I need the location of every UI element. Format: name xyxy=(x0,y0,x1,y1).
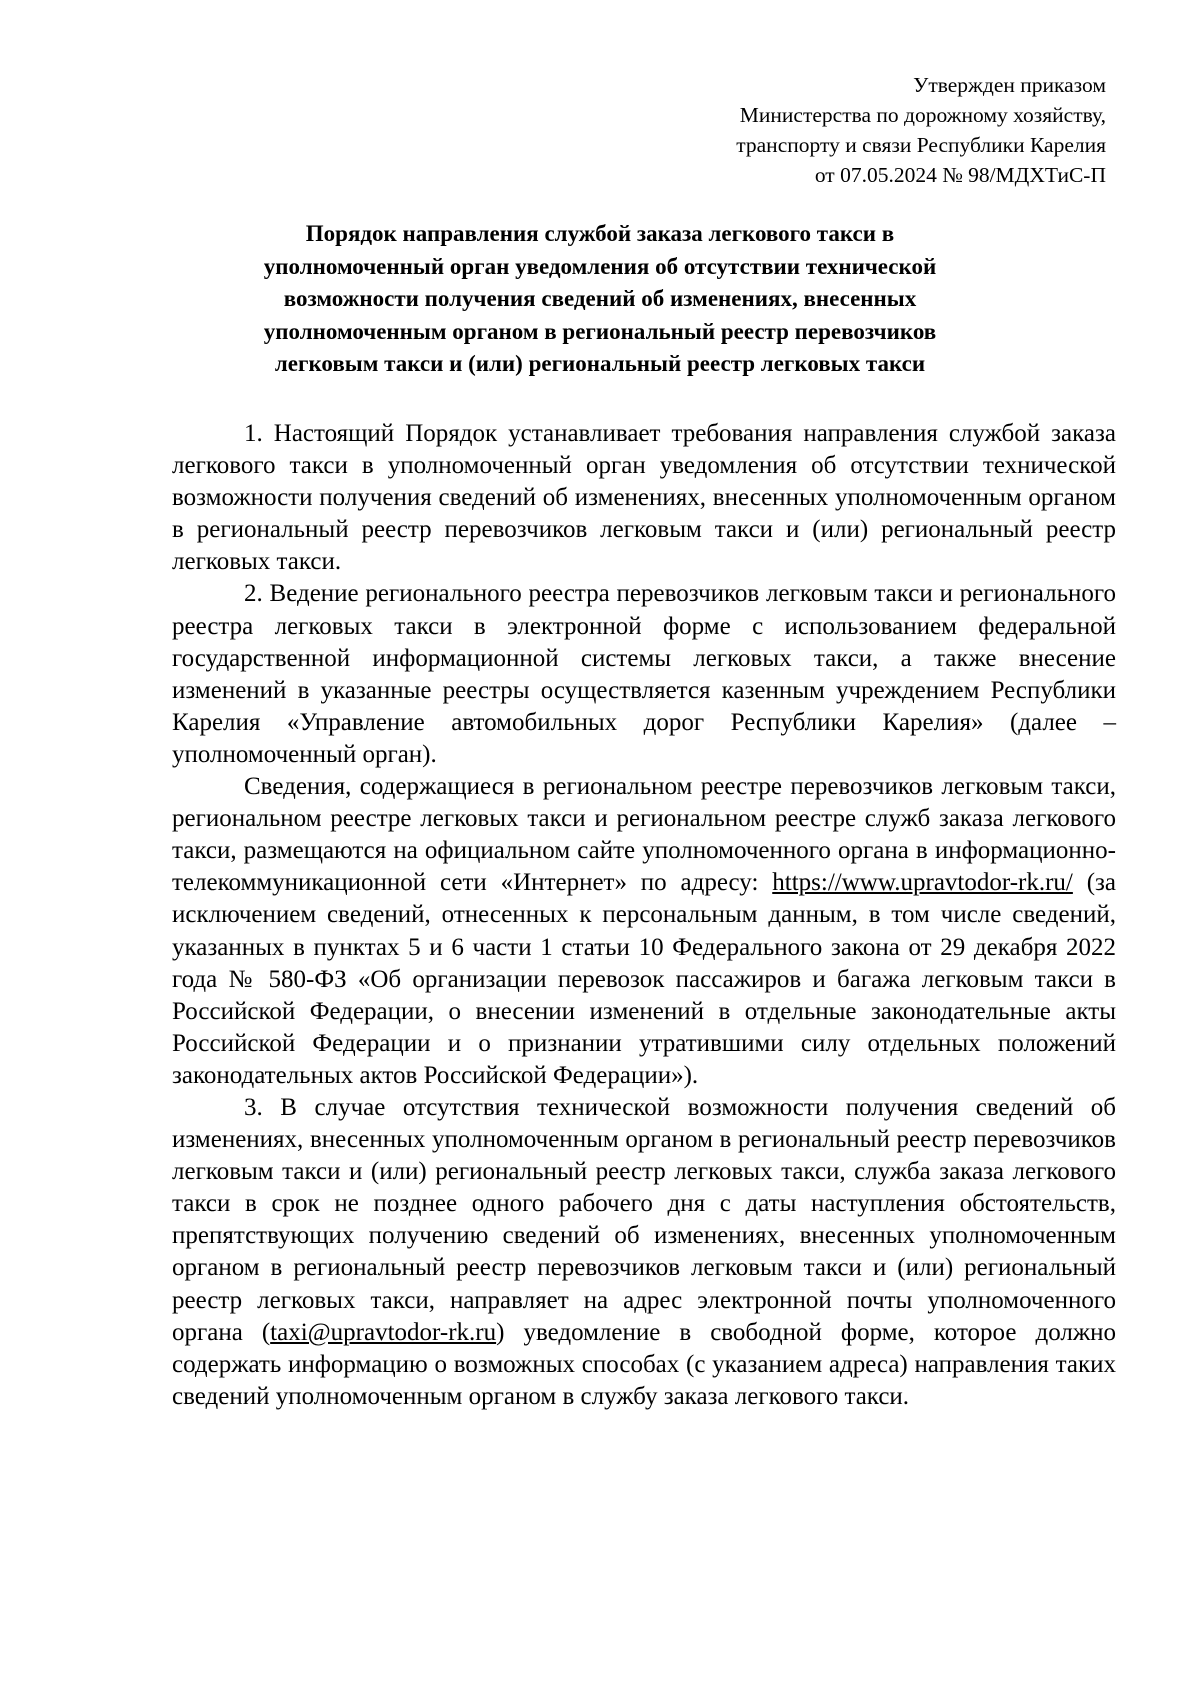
paragraph-2: 2. Ведение регионального реестра перевозчиков легковым такси и регионального реестра легковых такси в электронной форме с использованием федеральной государственной информационной системы легковых такси, а также внесение изменений в указанные реестры осуществляется казенным учреждением Республики Карелия «Управление автомобильных дорог Республики Карелия» (далее – уполномоченный орган). xyxy=(172,580,1116,768)
paragraph-registry-info xyxy=(172,771,1116,1092)
approval-line: Министерства по дорожному хозяйству, xyxy=(739,103,1106,127)
document-body xyxy=(172,418,1116,1413)
title-line: уполномоченный орган уведомления об отсутствии технической xyxy=(263,253,937,279)
email-link[interactable]: taxi@upravtodor-rk.ru xyxy=(270,1318,497,1346)
paragraph-text: Сведения, содержащиеся в региональном реестре перевозчиков легковым такси, региональном реестре легковых такси и региональном реестре служб заказа легкового такси, размещаются на официальном сайте уполномоченного органа в информационно-телекоммуникационной сети «Интернет» по адресу: xyxy=(172,773,1116,897)
paragraph-text: 3. В случае отсутствия технической возможности получения сведений об изменениях, внесенных уполномоченным органом в региональный реестр перевозчиков легковым такси и (или) региональный реестр легковых такси, служба заказа легкового такси в срок не позднее одного рабочего дня с даты наступления обстоятельств, препятствующих получению сведений об изменениях, внесенных уполномоченным органом в региональный реестр перевозчиков легковым такси и (или) региональный реестр легковых такси, направляет на адрес электронной почты уполномоченного органа ( xyxy=(172,1093,1116,1346)
approval-line: транспорту и связи Республики Карелия xyxy=(736,133,1106,157)
approval-order-number: от 07.05.2024 № 98/МДХТиС-П xyxy=(814,163,1106,187)
document-title xyxy=(150,218,1050,381)
title-line: возможности получения сведений об изменениях, внесенных xyxy=(283,286,917,311)
approval-line: Утвержден приказом xyxy=(913,73,1106,97)
title-line: легковым такси и (или) региональный реестр легковых такси xyxy=(274,351,926,376)
title-line: Порядок направления службой заказа легкового такси в xyxy=(305,221,895,246)
paragraph-text: ) уведомление в свободной форме, которое должно содержать информацию о возможных способах (с указанием адреса) направления таких сведений уполномоченным органом в службу заказа легкового такси. xyxy=(172,1318,1116,1410)
website-link[interactable]: https://www.upravtodor-rk.ru/ xyxy=(772,869,1073,897)
paragraph-1: 1. Настоящий Порядок устанавливает требования направления службой заказа легкового такси в уполномоченный орган уведомления об отсутствии технической возможности получения сведений об изменениях, внесенных уполномоченным органом в региональный реестр перевозчиков легковым такси и (или) региональный реестр легковых такси. xyxy=(172,420,1116,576)
paragraph-3 xyxy=(172,1092,1116,1413)
paragraph-text: (за исключением сведений, отнесенных к персональным данным, в том числе сведений, указанных в пунктах 5 и 6 части 1 статьи 10 Федерального закона от 29 декабря 2022 года № 580-ФЗ «Об организации перевозок пассажиров и багажа легковым такси в Российской Федерации, о внесении изменений в отдельные законодательные акты Российской Федерации и о признании утратившими силу отдельных положений законодательных актов Российской Федерации»). xyxy=(172,869,1116,1089)
approval-block xyxy=(506,70,1106,190)
title-line: уполномоченным органом в региональный реестр перевозчиков xyxy=(263,318,937,344)
